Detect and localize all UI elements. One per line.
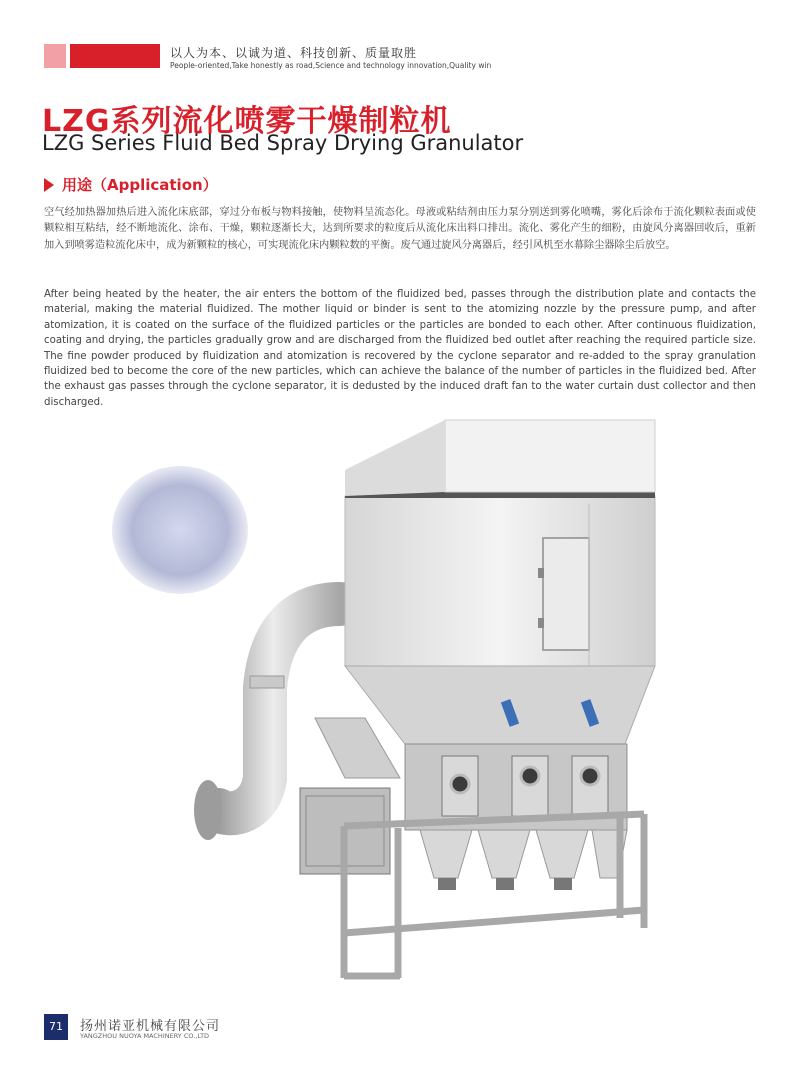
company-name-chinese: 扬州诺亚机械有限公司 [80, 1019, 221, 1034]
upper-housing [345, 496, 655, 666]
page-number: 71 [44, 1014, 68, 1040]
feed-chute [315, 718, 400, 778]
company-name-english: YANGZHOU NUOYA MACHINERY CO.,LTD [80, 1032, 210, 1040]
access-door [543, 538, 589, 650]
slogan-english: People-oriented,Take honestly as road,Science and technology innovation,Quality win [170, 61, 492, 70]
transition-hopper [345, 666, 655, 744]
air-duct-pipe [218, 604, 340, 813]
discharge-cones [420, 830, 627, 890]
description-chinese: 空气经加热器加热后进入流化床底部，穿过分布板与物料接触，使物料呈流态化。母液或粘结剂由压力泵分别送到雾化喷嘴，雾化后涂布于流化颗粒表面或使颗粒相互粘结，经不断地流化、涂布、干燥，颗粒逐渐长大，达到所要求的粒度后从流化床出料口排出。流化、雾化产生的细粉，由旋风分离器回收后，重新加入到喷雾造粒流化床中，成为新颗粒的核心，可实现流化床内颗粒数的平衡。废气通过旋风分离器后，经引风机至水幕除尘器除尘后放空。 [44, 207, 756, 251]
section-heading [44, 174, 218, 195]
description-english: After being heated by the heater, the air enters the bottom of the fluidized bed, passes through the distribution plate and contacts the material, making the material fluidized. The mother liquid or binder is sent to the atomizing nozzle by the pressure pump, and after atomization, it is coated on the surface of the fluidized particles or the particles are bonded to each other. After continuous fluidization, coating and drying, the particles gradually grow and are discharged from the fluidized bed outlet after reaching the required particle size. The fine powder produced by fluidization and atomization is recovered by the cyclone separator and re-added to the spray granulation fluidized bed to become the core of the new particles, which can achieve the balance of the number of particles in the fluidized bed. After the exhaust gas passes through the cyclone separator, it is dedusted by the induced draft fan to the water curtain dust collector and then discharged. [44, 289, 756, 408]
triangle-bullet-icon [44, 178, 54, 192]
header-pink-block [44, 44, 66, 68]
powder-pile-image [112, 466, 248, 594]
slogan-chinese: 以人为本、以诚为道、科技创新、质量取胜 [170, 46, 418, 60]
section-label: 用途（Application） [62, 176, 218, 194]
page-title-english: LZG Series Fluid Bed Spray Drying Granulator [42, 131, 524, 155]
granulator-illustration [100, 418, 670, 988]
page-title-chinese: LZG系列流化喷雾干燥制粒机 [42, 104, 452, 139]
header-red-bar [70, 44, 160, 68]
sight-glass-icon [442, 756, 608, 816]
